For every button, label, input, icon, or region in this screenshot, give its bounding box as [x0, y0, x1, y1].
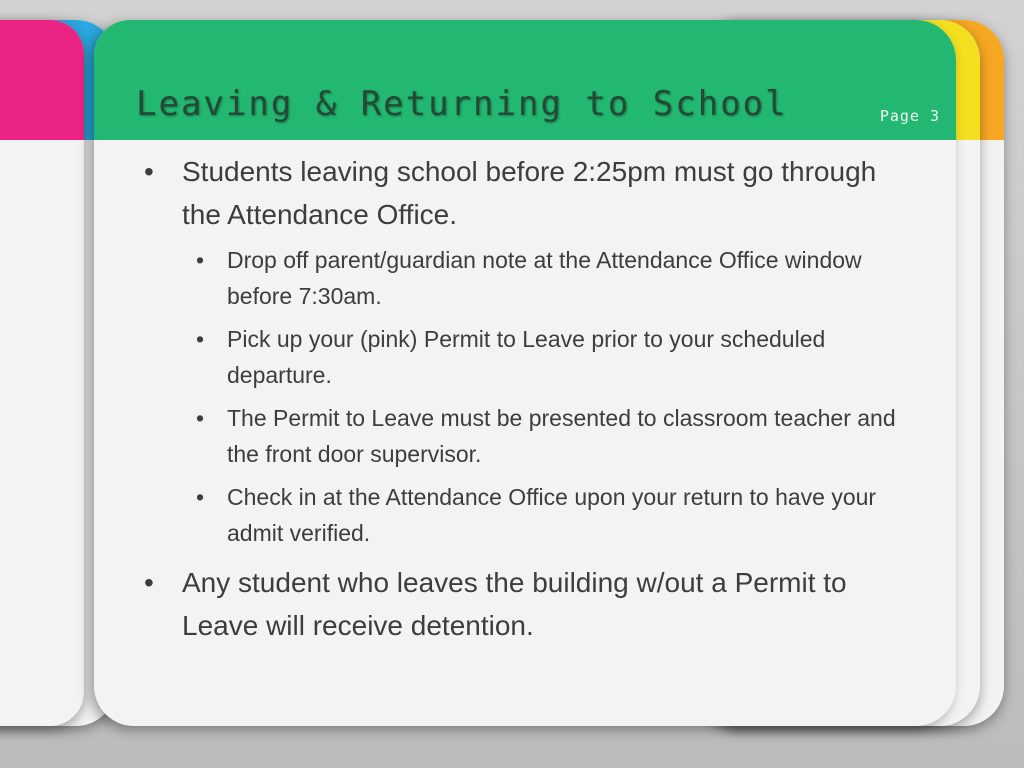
page-number-label: Page 3 [879, 107, 940, 125]
bullet-item [144, 561, 904, 647]
bullet-item [144, 150, 904, 551]
slide-header [94, 20, 956, 140]
tab-card-pink [0, 20, 84, 726]
bullet-list [144, 150, 904, 657]
sub-bullet-item [182, 400, 904, 472]
sub-bullet-item [182, 321, 904, 393]
sub-bullet-text: The Permit to Leave must be presented to classroom teacher and the front door supervisor. [227, 405, 896, 467]
bullet-text: Students leaving school before 2:25pm must go through the Attendance Office. [182, 156, 877, 230]
slide-title: Leaving & Returning to School [136, 84, 788, 124]
sub-bullet-item [182, 242, 904, 314]
slide-page [94, 20, 956, 726]
tab-band-pink [0, 20, 84, 140]
sub-bullet-text: Drop off parent/guardian note at the Attendance Office window before 7:30am. [227, 247, 862, 309]
sub-bullet-text: Pick up your (pink) Permit to Leave prior to your scheduled departure. [227, 326, 826, 388]
sub-bullet-text: Check in at the Attendance Office upon your return to have your admit verified. [227, 484, 877, 546]
sub-bullet-list [182, 242, 904, 551]
sub-bullet-item [182, 479, 904, 551]
bullet-text: Any student who leaves the building w/out a Permit to Leave will receive detention. [182, 567, 847, 641]
